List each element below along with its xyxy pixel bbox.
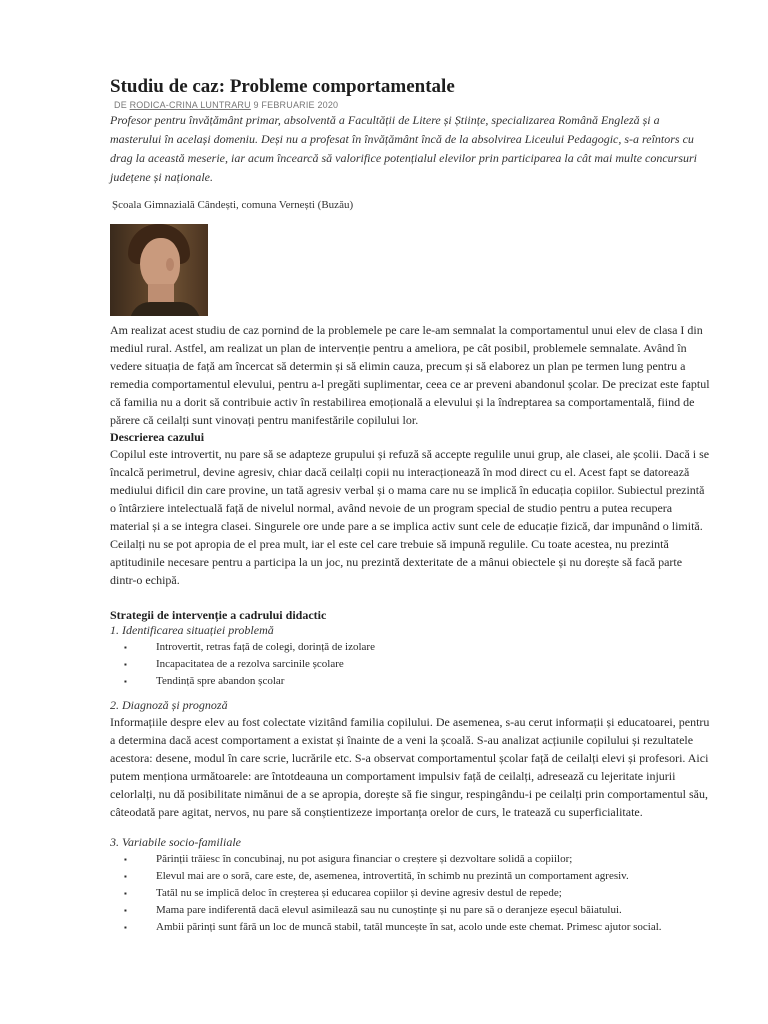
list-item: ▪ Elevul mai are o soră, care este, de, asemenea, introvertită, în schimb nu prezintă un comportament agresiv. [124,870,629,882]
section1-title: 1. Identificarea situației problemă [110,623,274,637]
paragraph-descriere: Copilul este introvertit, nu pare să se adapteze grupului și refuză să accepte regulile unui grup, ale clasei, ale școlii. Dacă i se încalcă perimetrul, devine agresiv, chiar dacă ceilalți copii nu interacționează în mod direct cu el. Acest fapt se datorează mediului dificil din care provine, un tată agresiv verbal și o mama care nu se implică în educația copiilor. Subiectul prezintă o întârziere intelectuală față de nivelul normal, având nevoie de un program special de studio pentru a putea recupera material și a se integra clasei. Singurele ore unde pare a se implica activ sunt cele de educație fizică, dar impunând o limită. Ceilalți nu se pot apropia de el prea mult, iar el este cel care trebuie să impună regulile. Cu toate acestea, nu prezintă aptitudinile necesare pentru a participa la un joc, nu prezintă dexteritate de a mânui obiectele și nu dorește să facă parte dintr-o echipă. [110,447,710,587]
byline-prefix: DE [114,100,127,110]
section1-list [110,639,710,690]
author-link[interactable]: RODICA-CRINA LUNTRARU [129,100,251,110]
list-item: ▪ Incapacitatea de a rezolva sarcinile școlare [124,658,344,670]
section3-list [110,851,710,936]
paragraph-intro: Am realizat acest studiu de caz pornind de la problemele pe care le-am semnalat la comportamentul unui elev de clasa I din mediul rural. Astfel, am realizat un plan de intervenție pentru a ameliora, pe cât posibil, problemele semnalate. Având în vedere situația de față am încercat să determin și să elimin cauza, precum și să elaborez un plan pe termen lung pentru a remedia comportamentul elevului, pentru a-l pregăti suplimentar, ceea ce ar preveni abandonul școlar. De precizat este faptul că familia nu a dorit să contribuie activ în restabilirea emoțională a elevului și la îndreptarea sa comportamentală, fiind de părere că ceilalți sunt vinovați pentru manifestările copilului lor. [110,323,710,427]
list-item: ▪ Introvertit, retras față de colegi, dorință de izolare [124,641,375,653]
section3-title: 3. Variabile socio-familiale [110,835,241,849]
author-photo [110,224,208,316]
heading-strategii: Strategii de intervenție a cadrului didactic [110,608,327,622]
byline [114,99,710,111]
list-item: ▪ Mama pare indiferentă dacă elevul asimilează sau nu cunoștințe și nu pare să o deranjeze eșecul băiatului. [124,904,622,916]
paragraph-diagnoza: Informațiile despre elev au fost colectate vizitând familia copilului. De asemenea, s-au cerut informații și educatoarei, pentru a determina dacă acest comportament a existat și înainte de a veni la școală. S-au analizat acțiunile copilului și rezultatele acestora: desene, modul în care scrie, lucrările etc. S-a observat comportamentul școlar față de ceilalți elevi și profesori. Aici putem menționa următoarele: are întotdeauna un comportament impulsiv față de ceilalți, adresează cu lejeritate injurii celorlalți, nu dă posibilitate nimănui de a se apropia, dorește să fie singur, respingându-i pe ceilalți prin comportamentul său, câteodată pare agitat, nervos, nu pare să conștientizeze importanța orelor de curs, le tratează cu superficialitate. [110,715,710,819]
school-name: Școala Gimnazială Cândești, comuna Vernești (Buzău) [112,199,354,211]
list-item: ▪ Ambii părinți sunt fără un loc de muncă stabil, tatăl muncește în sat, acolo unde este chemat. Primesc ajutor social. [124,921,662,933]
list-item: ▪ Tendință spre abandon școlar [124,675,285,687]
list-item: ▪ Părinții trăiesc în concubinaj, nu pot asigura financiar o creștere și dezvoltare solidă a copiilor; [124,853,573,865]
author-intro: Profesor pentru învățământ primar, absolventă a Facultății de Litere și Științe, specializarea Română Engleză și a masterului în același domeniu. Deși nu a profesat în învățământ încă de la absolvirea Liceului Pedagogic, s-a reîntors cu drag la această meserie, iar acum încearcă să valorifice potențialul elevilor prin participarea la cât mai multe concursuri județene și naționale. [110,113,698,184]
heading-descriere: Descrierea cazului [110,430,205,444]
article-title: Studiu de caz: Probleme comportamentale [110,76,455,97]
publish-date: 9 FEBRUARIE 2020 [253,100,339,110]
list-item: ▪ Tatăl nu se implică deloc în creșterea și educarea copiilor și devine agresiv destul de repede; [124,887,562,899]
section2-title: 2. Diagnoză și prognoză [110,698,228,712]
article [110,76,710,936]
